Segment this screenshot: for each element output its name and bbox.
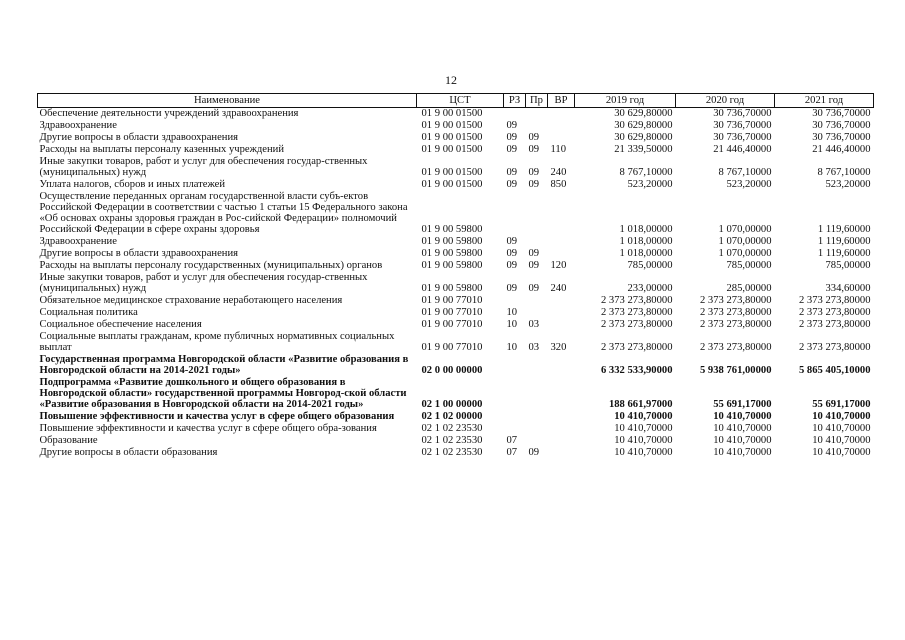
cell-cst: 02 1 02 00000 (421, 411, 483, 422)
cell-2020: 2 373 273,80000 (699, 295, 772, 306)
cell-rz: 10 (506, 319, 518, 330)
cell-vr (548, 354, 575, 377)
cell-name: Государственная программа Новгородской области «Развитие образования в Новгородской области на 2014-2021 годы» (39, 354, 409, 376)
cell-cst: 01 9 00 59800 (421, 224, 483, 235)
cell-cst: 01 9 00 77010 (421, 319, 483, 330)
cell-2021: 8 767,10000 (817, 167, 871, 178)
cell-vr: 320 (550, 342, 567, 353)
cell-vr (548, 108, 575, 121)
cell-2021: 21 446,40000 (812, 144, 871, 155)
cell-cst: 01 9 00 77010 (421, 342, 483, 353)
cell-2021: 10 410,70000 (812, 411, 871, 422)
cell-2020: 55 691,17000 (713, 399, 772, 410)
table-row (38, 447, 874, 459)
table-body (38, 108, 874, 460)
column-header-name: Наименование (38, 94, 417, 108)
cell-2020: 30 736,70000 (713, 132, 772, 143)
cell-2019: 21 339,50000 (614, 144, 673, 155)
cell-name: Другие вопросы в области здравоохранения (39, 132, 238, 143)
column-header-rz: РЗ (504, 94, 526, 108)
cell-vr: 240 (550, 283, 567, 294)
cell-2020: 10 410,70000 (713, 447, 772, 458)
cell-2021: 5 865 405,10000 (798, 365, 871, 376)
table-row (38, 156, 874, 179)
cell-pr (526, 354, 548, 377)
cell-name: Расходы на выплаты персоналу государственных (муниципальных) органов (39, 260, 383, 271)
cell-2019: 6 332 533,90000 (600, 365, 673, 376)
cell-2021: 2 373 273,80000 (798, 307, 871, 318)
cell-2019: 188 661,97000 (608, 399, 673, 410)
cell-vr: 120 (550, 260, 567, 271)
column-header-2021: 2021 год (775, 94, 874, 108)
cell-rz: 09 (506, 120, 518, 131)
cell-pr: 09 (528, 179, 540, 190)
cell-vr (548, 236, 575, 248)
cell-name: Расходы на выплаты персоналу казенных учреждений (39, 144, 284, 155)
cell-name: Здравоохранение (39, 236, 117, 247)
cell-rz (504, 191, 526, 236)
cell-name: Обязательное медицинское страхование неработающего населения (39, 295, 343, 306)
cell-cst: 01 9 00 77010 (421, 295, 483, 306)
table-row (38, 307, 874, 319)
cell-rz: 09 (506, 236, 518, 247)
cell-2021: 10 410,70000 (812, 423, 871, 434)
cell-2021: 10 410,70000 (812, 435, 871, 446)
cell-2021: 30 736,70000 (812, 120, 871, 131)
cell-pr (526, 435, 548, 447)
cell-rz: 09 (506, 179, 518, 190)
cell-name: Социальные выплаты гражданам, кроме публичных нормативных социальных выплат (39, 331, 395, 353)
cell-cst: 02 1 02 23530 (421, 447, 483, 458)
cell-pr (526, 120, 548, 132)
cell-rz: 09 (506, 260, 518, 271)
cell-2021: 55 691,17000 (812, 399, 871, 410)
cell-2020: 2 373 273,80000 (699, 342, 772, 353)
cell-vr (548, 447, 575, 459)
table-row (38, 191, 874, 236)
cell-name: Уплата налогов, сборов и иных платежей (39, 179, 226, 190)
table-row (38, 423, 874, 435)
table-row (38, 260, 874, 272)
cell-2020: 10 410,70000 (713, 411, 772, 422)
cell-2020: 785,00000 (726, 260, 772, 271)
cell-pr: 09 (528, 248, 540, 259)
cell-cst: 01 9 00 59800 (421, 236, 483, 247)
cell-2021: 2 373 273,80000 (798, 342, 871, 353)
cell-2019: 10 410,70000 (614, 435, 673, 446)
cell-pr: 09 (528, 447, 540, 458)
cell-pr: 09 (528, 260, 540, 271)
cell-2020: 10 410,70000 (713, 423, 772, 434)
cell-2021: 334,60000 (825, 283, 871, 294)
cell-cst: 01 9 00 01500 (421, 144, 483, 155)
cell-vr: 110 (550, 144, 566, 155)
cell-2021: 30 736,70000 (812, 108, 871, 119)
column-header-2020: 2020 год (676, 94, 775, 108)
table-row (38, 377, 874, 411)
cell-vr (548, 191, 575, 236)
cell-2019: 30 629,80000 (614, 120, 673, 131)
cell-2020: 21 446,40000 (713, 144, 772, 155)
cell-rz (504, 411, 526, 423)
cell-name: Подпрограмма «Развитие дошкольного и общего образования в Новгородской области» государственной программы Новгород-ской области «Развитие образования в Новгородской области на 2014-2021 годы» (39, 377, 407, 410)
cell-vr (548, 307, 575, 319)
cell-cst: 01 9 00 59800 (421, 260, 483, 271)
cell-pr (526, 295, 548, 307)
cell-2019: 1 018,00000 (619, 236, 673, 247)
cell-rz: 07 (506, 447, 518, 458)
table-row (38, 248, 874, 260)
cell-name: Обеспечение деятельности учреждений здравоохранения (39, 108, 299, 119)
table-row (38, 120, 874, 132)
page-number: 12 (445, 73, 457, 87)
cell-2021: 10 410,70000 (812, 447, 871, 458)
cell-pr (526, 307, 548, 319)
cell-cst: 01 9 00 01500 (421, 108, 483, 119)
cell-name: Другие вопросы в области образования (39, 447, 218, 458)
cell-rz (504, 423, 526, 435)
cell-name: Социальная политика (39, 307, 138, 318)
cell-2020: 1 070,00000 (718, 236, 772, 247)
cell-2019: 10 410,70000 (614, 447, 673, 458)
table-row (38, 331, 874, 354)
cell-2019: 785,00000 (627, 260, 673, 271)
cell-cst: 01 9 00 59800 (421, 248, 483, 259)
cell-cst: 02 0 00 00000 (421, 365, 483, 376)
cell-2020: 1 070,00000 (718, 248, 772, 259)
cell-name: Иные закупки товаров, работ и услуг для обеспечения государ-ственных (муниципальных) нужд (39, 156, 368, 178)
cell-2019: 2 373 273,80000 (600, 319, 673, 330)
cell-2019: 30 629,80000 (614, 132, 673, 143)
cell-name: Иные закупки товаров, работ и услуг для обеспечения государ-ственных (муниципальных) нужд (39, 272, 368, 294)
cell-vr (548, 377, 575, 411)
table-row (38, 319, 874, 331)
cell-rz: 09 (506, 132, 518, 143)
cell-cst: 01 9 00 01500 (421, 179, 483, 190)
cell-2020: 2 373 273,80000 (699, 319, 772, 330)
cell-pr (526, 377, 548, 411)
cell-vr (548, 132, 575, 144)
cell-cst: 01 9 00 77010 (421, 307, 483, 318)
cell-rz: 09 (506, 167, 518, 178)
cell-2019: 1 018,00000 (619, 248, 673, 259)
column-header-vr: ВР (548, 94, 575, 108)
cell-vr (548, 435, 575, 447)
table-row (38, 179, 874, 191)
cell-2021: 30 736,70000 (812, 132, 871, 143)
cell-2020: 523,20000 (726, 179, 772, 190)
cell-cst: 01 9 00 01500 (421, 120, 483, 131)
cell-vr (548, 248, 575, 260)
cell-2021: 2 373 273,80000 (798, 295, 871, 306)
cell-rz (504, 295, 526, 307)
cell-vr (548, 120, 575, 132)
cell-rz: 10 (506, 307, 518, 318)
column-header-cst: ЦСТ (417, 94, 504, 108)
cell-2019: 2 373 273,80000 (600, 342, 673, 353)
cell-2019: 2 373 273,80000 (600, 295, 673, 306)
cell-name: Повышение эффективности и качества услуг в сфере общего образования (39, 411, 395, 422)
cell-pr: 09 (528, 144, 540, 155)
cell-cst: 01 9 00 01500 (421, 167, 483, 178)
cell-2019: 523,20000 (627, 179, 673, 190)
cell-rz: 09 (506, 144, 518, 155)
cell-2021: 1 119,60000 (817, 224, 871, 235)
cell-cst: 02 1 00 00000 (421, 399, 483, 410)
cell-name: Социальное обеспечение населения (39, 319, 202, 330)
cell-2020: 5 938 761,00000 (699, 365, 772, 376)
cell-cst: 01 9 00 59800 (421, 283, 483, 294)
cell-name: Здравоохранение (39, 120, 117, 131)
cell-2020: 30 736,70000 (713, 108, 772, 119)
cell-2021: 1 119,60000 (817, 248, 871, 259)
table-row (38, 272, 874, 295)
cell-pr (526, 423, 548, 435)
cell-rz: 09 (506, 283, 518, 294)
table-row (38, 435, 874, 447)
cell-2020: 2 373 273,80000 (699, 307, 772, 318)
cell-2019: 233,00000 (627, 283, 673, 294)
cell-rz: 10 (506, 342, 518, 353)
cell-vr (548, 411, 575, 423)
table-row (38, 354, 874, 377)
cell-name: Образование (39, 435, 98, 446)
cell-2019: 30 629,80000 (614, 108, 673, 119)
cell-2019: 2 373 273,80000 (600, 307, 673, 318)
cell-cst: 02 1 02 23530 (421, 435, 483, 446)
column-header-2019: 2019 год (575, 94, 676, 108)
cell-2020: 8 767,10000 (718, 167, 772, 178)
table-row (38, 108, 874, 121)
table-row (38, 411, 874, 423)
cell-vr (548, 423, 575, 435)
table-row (38, 144, 874, 156)
cell-pr (526, 191, 548, 236)
cell-pr: 09 (528, 167, 540, 178)
cell-2019: 8 767,10000 (619, 167, 673, 178)
cell-name: Осуществление переданных органам государственной власти субъ-ектов Российской Федерации в соответствии с частью 1 статьи 15 Федерального закона «Об основах охраны здоровья граждан в Рос-сийской Федерации» полномочий Российской Федерации в сфере охраны здоровья (39, 191, 408, 235)
table-row (38, 295, 874, 307)
cell-2021: 1 119,60000 (817, 236, 871, 247)
cell-2021: 785,00000 (825, 260, 871, 271)
cell-2020: 1 070,00000 (718, 224, 772, 235)
cell-2020: 30 736,70000 (713, 120, 772, 131)
cell-cst: 02 1 02 23530 (421, 423, 483, 434)
cell-2019: 1 018,00000 (619, 224, 673, 235)
table-header-row (38, 94, 874, 108)
cell-2021: 2 373 273,80000 (798, 319, 871, 330)
cell-cst: 01 9 00 01500 (421, 132, 483, 143)
cell-pr: 09 (528, 283, 540, 294)
cell-vr: 850 (550, 179, 567, 190)
cell-2020: 285,00000 (726, 283, 772, 294)
cell-rz (504, 377, 526, 411)
cell-vr: 240 (550, 167, 567, 178)
cell-pr (526, 236, 548, 248)
cell-pr: 09 (528, 132, 540, 143)
cell-2019: 10 410,70000 (614, 411, 673, 422)
cell-pr (526, 411, 548, 423)
table-row (38, 236, 874, 248)
cell-pr (526, 108, 548, 121)
cell-pr: 03 (528, 319, 540, 330)
cell-rz: 07 (506, 435, 518, 446)
cell-vr (548, 295, 575, 307)
cell-rz: 09 (506, 248, 518, 259)
cell-2019: 10 410,70000 (614, 423, 673, 434)
cell-2021: 523,20000 (825, 179, 871, 190)
cell-vr (548, 319, 575, 331)
column-header-pr: Пр (526, 94, 548, 108)
budget-table (37, 93, 874, 459)
cell-name: Другие вопросы в области здравоохранения (39, 248, 238, 259)
cell-rz (504, 108, 526, 121)
cell-rz (504, 354, 526, 377)
table-row (38, 132, 874, 144)
cell-2020: 10 410,70000 (713, 435, 772, 446)
cell-pr: 03 (528, 342, 540, 353)
cell-name: Повышение эффективности и качества услуг в сфере общего обра-зования (39, 423, 377, 434)
